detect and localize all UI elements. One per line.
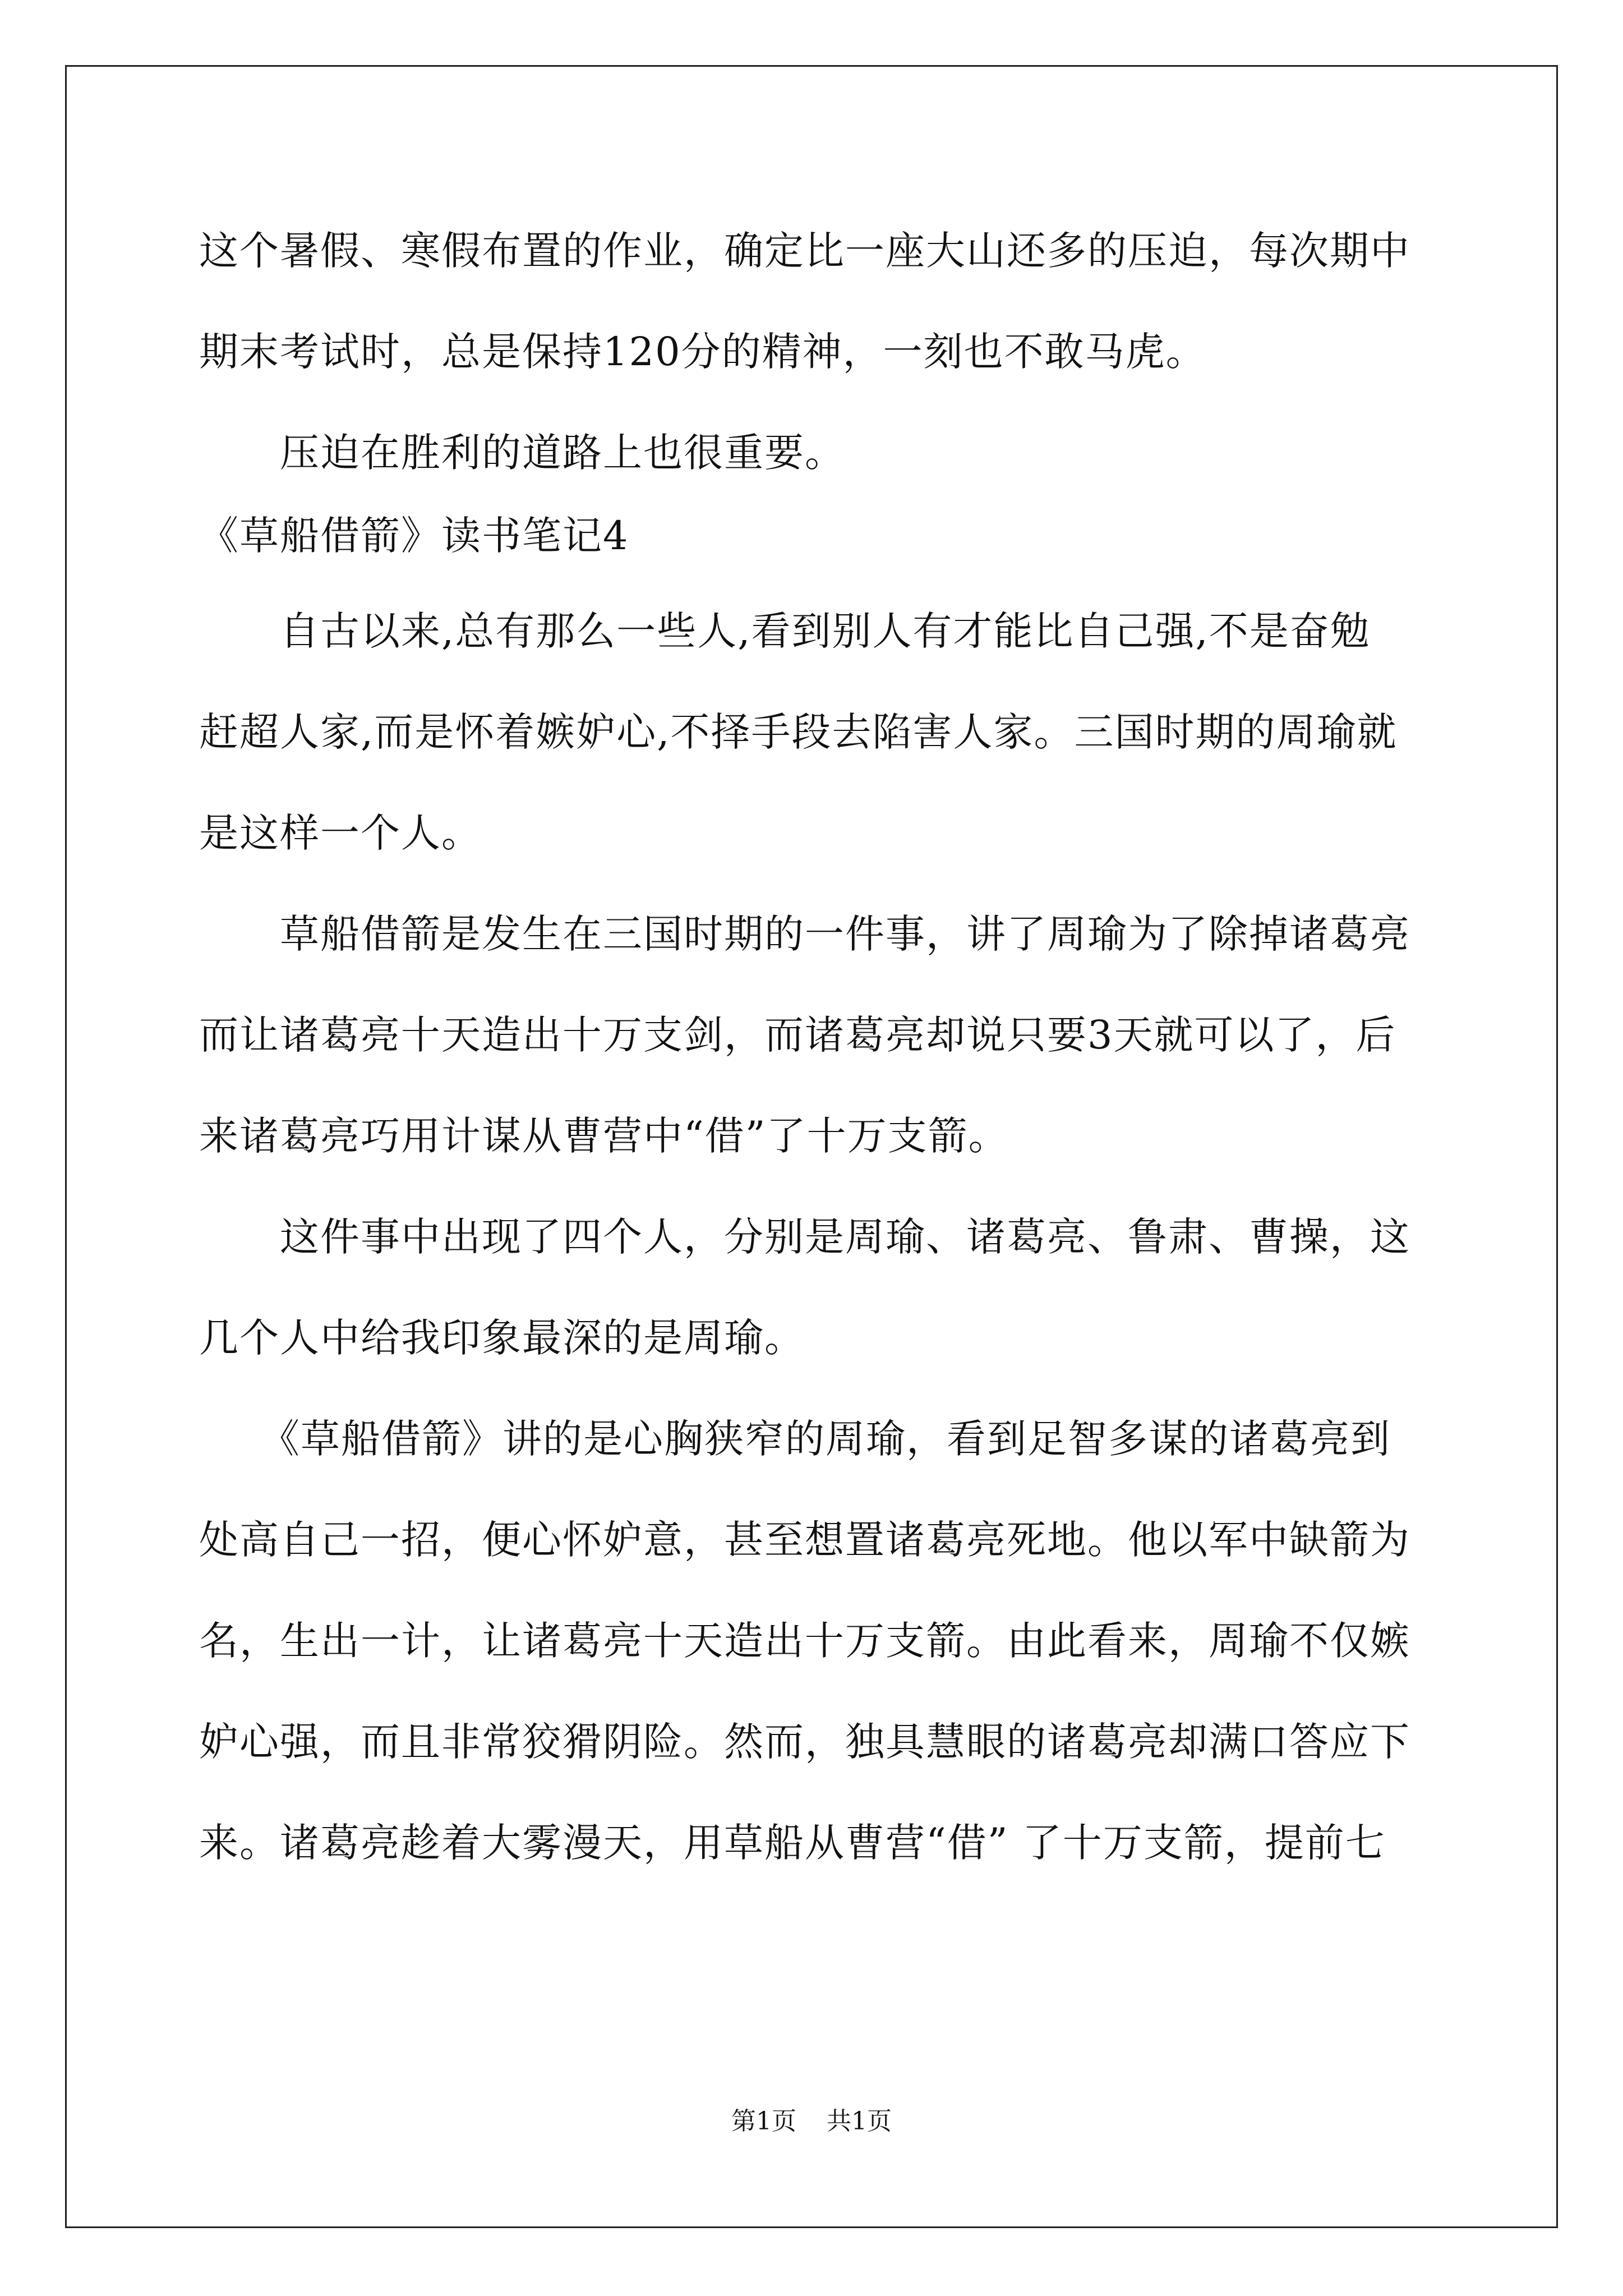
text-line: 而让诸葛亮十天造出十万支剑，而诸葛亮却说只要3天就可以了，后 [199, 1012, 1396, 1058]
page-total: 共1页 [827, 2107, 892, 2136]
text-line: 草船借箭是发生在三国时期的一件事，讲了周瑜为了除掉诸葛亮 [199, 911, 1410, 957]
text-line: 这件事中出现了四个人，分别是周瑜、诸葛亮、鲁肃、曹操，这 [199, 1214, 1410, 1260]
text-line: 是这样一个人。 [199, 810, 482, 856]
text-line: 几个人中给我印象最深的是周瑜。 [199, 1315, 805, 1361]
page-number: 第1页 [731, 2107, 796, 2136]
text-line: 来。诸葛亮趁着大雾漫天，用草船从曹营“借” 了十万支箭，提前七 [199, 1820, 1386, 1866]
text-line: 处高自己一招，便心怀妒意，甚至想置诸葛亮死地。他以军中缺箭为 [199, 1517, 1410, 1563]
text-line: 妒心强，而且非常狡猾阴险。然而，独具慧眼的诸葛亮却满口答应下 [199, 1719, 1410, 1765]
page-footer [0, 2105, 1623, 2138]
text-line: 《草船借箭》讲的是心胸狭窄的周瑜，看到足智多谋的诸葛亮到 [199, 1416, 1391, 1462]
section-heading: 《草船借箭》读书笔记4 [199, 513, 629, 559]
text-line: 赶超人家,而是怀着嫉妒心,不择手段去陷害人家。三国时期的周瑜就 [199, 709, 1398, 755]
text-line: 期末考试时，总是保持120分的精神，一刻也不敢马虎。 [199, 329, 1206, 375]
text-line: 自古以来,总有那么一些人,看到别人有才能比自己强,不是奋勉 [199, 608, 1371, 654]
text-line: 名，生出一计，让诸葛亮十天造出十万支箭。由此看来，周瑜不仅嫉 [199, 1618, 1410, 1664]
text-line: 压迫在胜利的道路上也很重要。 [199, 430, 845, 476]
text-line: 来诸葛亮巧用计谋从曹营中“借”了十万支箭。 [199, 1113, 1009, 1159]
text-line: 这个暑假、寒假布置的作业，确定比一座大山还多的压迫，每次期中 [199, 228, 1410, 274]
